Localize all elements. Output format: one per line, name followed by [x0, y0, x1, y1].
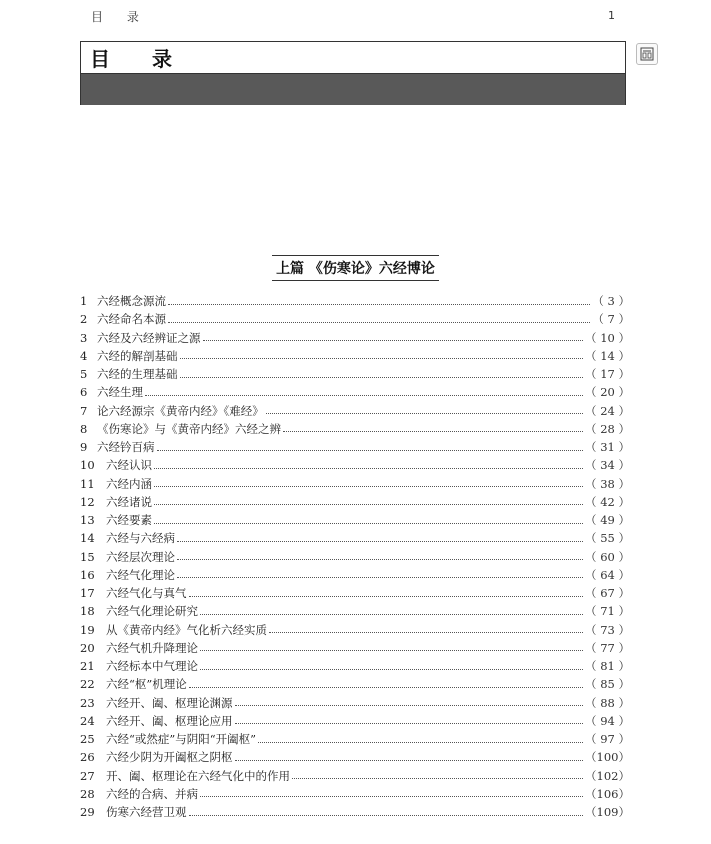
toc-entry-title: 六经及六经辨证之源	[97, 330, 201, 345]
toc-entry-title: 六经内涵	[106, 476, 152, 491]
toc-entry[interactable]	[80, 456, 630, 474]
toc-entry-page: （ 17 ）	[585, 367, 630, 381]
toc-entry-number: 13	[80, 513, 95, 527]
toc-entry-number: 12	[80, 494, 95, 509]
toc-entry[interactable]	[80, 748, 630, 766]
toc-entry[interactable]	[80, 292, 630, 310]
toc-entry-number: 4	[80, 348, 88, 363]
toc-entry[interactable]	[80, 529, 630, 547]
running-head	[91, 8, 139, 25]
toc-entry-title: 六经“枢”机理论	[106, 677, 187, 692]
toc-entry-title: 六经气机升降理论	[106, 640, 198, 655]
toc-leader-dots	[283, 423, 583, 432]
toc-entry-page: （ 38 ）	[585, 476, 630, 491]
table-of-contents	[80, 292, 630, 821]
toc-entry-title: 开、阖、枢理论在六经气化中的作用	[106, 768, 290, 783]
toc-leader-dots	[180, 369, 584, 378]
toc-entry-page: （ 64 ）	[585, 567, 630, 582]
toc-entry-page: （ 7 ）	[592, 312, 630, 327]
toc-entry[interactable]	[80, 584, 630, 602]
banner-title-bar	[81, 42, 625, 74]
toc-entry-page: （ 73 ）	[585, 622, 630, 637]
toc-entry-page: （ 24 ）	[585, 403, 630, 418]
toc-entry-title: 六经气化理论	[106, 567, 175, 582]
toc-entry-number: 22	[80, 677, 95, 692]
toc-entry-page: （ 77 ）	[585, 640, 630, 655]
toc-entry[interactable]	[80, 329, 630, 347]
toc-entry-page: （106）	[585, 786, 630, 801]
toc-entry[interactable]	[80, 475, 630, 493]
toc-entry-page: （ 97 ）	[585, 732, 630, 746]
toc-entry-title: 六经气化与真气	[106, 586, 187, 600]
toc-entry-title: 六经开、阖、枢理论渊源	[106, 695, 233, 710]
toc-entry-page: （ 49 ）	[585, 513, 630, 527]
toc-entry-page: （102）	[585, 768, 630, 783]
toc-entry[interactable]	[80, 602, 630, 620]
toc-entry-page: （ 10 ）	[585, 330, 630, 345]
toc-entry-title: 伤寒六经营卫观	[106, 805, 187, 819]
toc-leader-dots	[235, 752, 584, 761]
toc-entry[interactable]	[80, 383, 630, 401]
running-head-right: 录	[126, 10, 139, 24]
toc-entry-number: 6	[80, 385, 88, 400]
toc-entry[interactable]	[80, 365, 630, 383]
toc-entry-number: 23	[80, 695, 95, 710]
toc-entry-number: 16	[80, 567, 95, 582]
page-layout-icon[interactable]	[636, 43, 658, 65]
toc-entry[interactable]	[80, 675, 630, 693]
toc-leader-dots	[189, 807, 584, 816]
toc-entry-number: 25	[80, 732, 95, 746]
toc-entry-number: 17	[80, 586, 95, 600]
toc-entry[interactable]	[80, 402, 630, 420]
toc-leader-dots	[157, 442, 584, 451]
toc-entry-number: 18	[80, 604, 95, 619]
toc-entry-title: 六经的解剖基础	[97, 348, 178, 363]
toc-leader-dots	[168, 314, 590, 323]
toc-entry-title: 六经命名本源	[97, 312, 166, 327]
toc-entry[interactable]	[80, 694, 630, 712]
toc-entry-page: （ 55 ）	[585, 531, 630, 546]
toc-entry-page: （ 31 ）	[585, 440, 630, 454]
toc-entry-page: （ 71 ）	[585, 604, 630, 619]
toc-leader-dots	[200, 788, 583, 797]
toc-leader-dots	[189, 588, 584, 597]
toc-entry-title: 《伤寒论》与《黄帝内经》六经之辨	[97, 421, 281, 436]
toc-entry-title: 六经气化理论研究	[106, 604, 198, 619]
toc-entry[interactable]	[80, 438, 630, 456]
toc-entry[interactable]	[80, 511, 630, 529]
toc-leader-dots	[235, 697, 584, 706]
toc-entry-page: （ 3 ）	[592, 294, 630, 308]
toc-leader-dots	[258, 734, 583, 743]
toc-entry-page: （ 14 ）	[585, 348, 630, 363]
toc-entry[interactable]	[80, 657, 630, 675]
toc-entry-title: 六经标本中气理论	[106, 659, 198, 673]
toc-leader-dots	[269, 624, 583, 633]
toc-leader-dots	[154, 496, 583, 505]
toc-entry-number: 29	[80, 805, 95, 819]
section-title	[0, 255, 711, 281]
toc-entry-title: 论六经源宗《黄帝内经》《难经》	[97, 403, 264, 418]
toc-entry-number: 28	[80, 786, 95, 801]
toc-entry[interactable]	[80, 420, 630, 438]
running-head-left: 目	[91, 10, 104, 24]
toc-entry-title: 六经的生理基础	[97, 367, 178, 381]
toc-entry-number: 8	[80, 421, 88, 436]
toc-leader-dots	[177, 533, 583, 542]
toc-entry-number: 26	[80, 750, 95, 765]
toc-leader-dots	[154, 460, 583, 469]
toc-entry[interactable]	[80, 767, 630, 785]
toc-entry-number: 10	[80, 458, 95, 473]
toc-entry[interactable]	[80, 785, 630, 803]
toc-entry-number: 14	[80, 531, 95, 546]
toc-entry-page: （ 85 ）	[585, 677, 630, 692]
toc-entry-title: 六经生理	[97, 385, 143, 400]
chapter-title-char2: 录	[152, 47, 172, 71]
chapter-title-char1: 目	[90, 47, 110, 71]
toc-entry-title: 六经“或然症”与阴阳“开阖枢”	[106, 732, 257, 746]
toc-leader-dots	[266, 405, 583, 414]
toc-entry-number: 19	[80, 622, 95, 637]
toc-leader-dots	[292, 770, 583, 779]
toc-entry-page: （ 34 ）	[585, 458, 630, 473]
toc-leader-dots	[180, 350, 584, 359]
toc-leader-dots	[177, 551, 583, 560]
toc-entry[interactable]	[80, 621, 630, 639]
toc-entry[interactable]	[80, 310, 630, 328]
toc-entry-title: 六经层次理论	[106, 549, 175, 564]
section-title-text: 上篇 《伤寒论》六经博论	[272, 255, 439, 281]
toc-leader-dots	[203, 332, 584, 341]
toc-entry-title: 六经的合病、并病	[106, 786, 198, 801]
toc-entry[interactable]	[80, 730, 630, 748]
toc-entry-title: 六经概念源流	[97, 294, 166, 308]
toc-entry-page: （ 20 ）	[585, 385, 630, 400]
page-number: 1	[608, 9, 615, 22]
chapter-title	[90, 43, 172, 72]
toc-entry-number: 1	[80, 294, 88, 308]
toc-entry-page: （ 28 ）	[585, 421, 630, 436]
toc-leader-dots	[154, 478, 583, 487]
toc-entry-title: 六经少阴为开阖枢之阴枢	[106, 750, 233, 765]
toc-entry[interactable]	[80, 712, 630, 730]
toc-leader-dots	[177, 569, 583, 578]
toc-entry-page: （ 42 ）	[585, 494, 630, 509]
toc-entry-title: 六经开、阖、枢理论应用	[106, 713, 233, 728]
toc-leader-dots	[145, 387, 583, 396]
toc-entry-title: 六经钤百病	[97, 440, 155, 454]
toc-entry-title: 六经要素	[106, 513, 152, 527]
page-layout-icon-glyph	[640, 47, 654, 61]
toc-leader-dots	[168, 296, 590, 305]
toc-entry-number: 5	[80, 367, 88, 381]
toc-entry-number: 27	[80, 768, 95, 783]
toc-entry-title: 六经与六经病	[106, 531, 175, 546]
toc-entry-number: 2	[80, 312, 88, 327]
toc-leader-dots	[189, 679, 583, 688]
chapter-banner	[80, 41, 626, 105]
toc-leader-dots	[200, 606, 583, 615]
toc-entry-number: 21	[80, 659, 95, 673]
toc-leader-dots	[200, 642, 583, 651]
toc-entry-page: （100）	[585, 750, 630, 765]
toc-entry-number: 24	[80, 713, 95, 728]
toc-entry[interactable]	[80, 639, 630, 657]
toc-entry-number: 15	[80, 549, 95, 564]
toc-entry[interactable]	[80, 493, 630, 511]
toc-entry[interactable]	[80, 548, 630, 566]
toc-leader-dots	[200, 661, 583, 670]
toc-entry-number: 11	[80, 476, 95, 491]
toc-entry-page: （ 94 ）	[585, 713, 630, 728]
toc-leader-dots	[235, 715, 584, 724]
toc-entry-title: 六经认识	[106, 458, 152, 473]
toc-entry-page: （ 88 ）	[585, 695, 630, 710]
toc-entry-title: 六经诸说	[106, 494, 152, 509]
toc-entry[interactable]	[80, 347, 630, 365]
toc-entry-number: 20	[80, 640, 95, 655]
toc-entry-page: （ 67 ）	[585, 586, 630, 600]
toc-entry-title: 从《黄帝内经》气化析六经实质	[106, 622, 267, 637]
toc-entry-page: （ 60 ）	[585, 549, 630, 564]
toc-entry-page: （109）	[585, 805, 630, 819]
toc-entry-page: （ 81 ）	[585, 659, 630, 673]
toc-entry-number: 9	[80, 440, 88, 454]
toc-entry[interactable]	[80, 803, 630, 821]
banner-dark-bar	[81, 74, 625, 105]
toc-entry-number: 3	[80, 330, 88, 345]
toc-entry-number: 7	[80, 403, 88, 418]
toc-leader-dots	[154, 515, 583, 524]
toc-entry[interactable]	[80, 566, 630, 584]
